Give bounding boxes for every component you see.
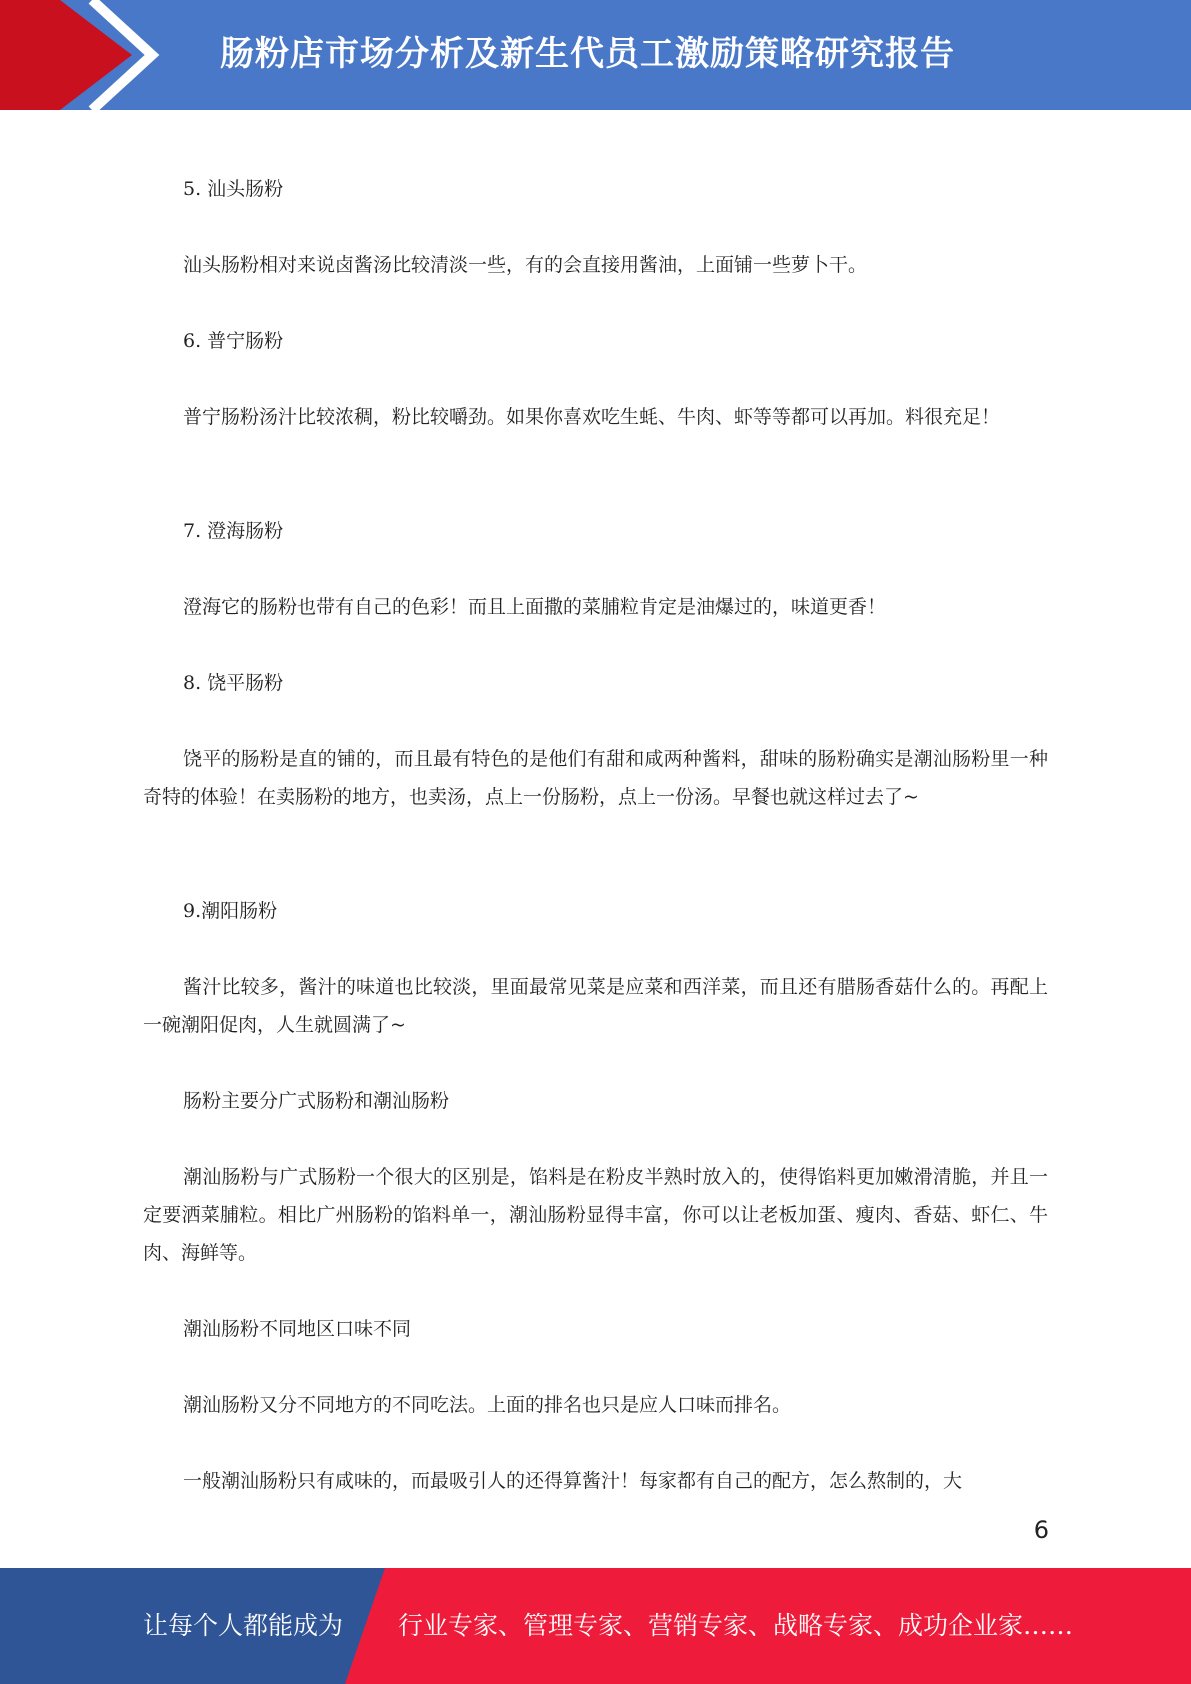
paragraph: 汕头肠粉相对来说卤酱汤比较清淡一些，有的会直接用酱油，上面铺一些萝卜干。 bbox=[183, 254, 868, 276]
section-heading-puning: 6. 普宁肠粉 bbox=[183, 330, 284, 352]
paragraph: 一般潮汕肠粉只有咸味的，而最吸引人的还得算酱汁！每家都有自己的配方，怎么熬制的，大 bbox=[183, 1470, 963, 1492]
section-heading-chenghai: 7. 澄海肠粉 bbox=[183, 520, 284, 542]
paragraph: 普宁肠粉汤汁比较浓稠，粉比较嚼劲。如果你喜欢吃生蚝、牛肉、虾等等都可以再加。料很充足！ bbox=[183, 406, 1001, 428]
paragraph: 酱汁比较多，酱汁的味道也比较淡，里面最常见菜是应菜和西洋菜，而且还有腊肠香菇什么的。再配上一碗潮阳促肉，人生就圆满了~ bbox=[143, 976, 1048, 1036]
document-title: 肠粉店市场分析及新生代员工激励策略研究报告 bbox=[220, 34, 955, 74]
header-chevron-decoration bbox=[0, 0, 160, 110]
paragraph: 潮汕肠粉又分不同地方的不同吃法。上面的排名也只是应人口味而排名。 bbox=[183, 1394, 792, 1416]
paragraph: 澄海它的肠粉也带有自己的色彩！而且上面撒的菜脯粒肯定是油爆过的，味道更香！ bbox=[183, 596, 887, 618]
footer-slogan-right: 行业专家、管理专家、营销专家、战略专家、成功企业家…… bbox=[398, 1611, 1074, 1640]
section-heading-shantou: 5. 汕头肠粉 bbox=[183, 178, 284, 200]
footer-slogan-left: 让每个人都能成为 bbox=[143, 1611, 344, 1640]
page-number: 6 bbox=[1033, 1516, 1049, 1544]
section-heading-raoping: 8. 饶平肠粉 bbox=[183, 672, 284, 694]
page-header bbox=[0, 0, 1191, 110]
page-footer bbox=[0, 1568, 1191, 1684]
section-heading-chaoyang: 9.潮阳肠粉 bbox=[183, 900, 278, 922]
section-heading: 潮汕肠粉不同地区口味不同 bbox=[183, 1318, 412, 1340]
paragraph: 饶平的肠粉是直的铺的，而且最有特色的是他们有甜和咸两种酱料，甜味的肠粉确实是潮汕肠粉里一种奇特的体验！在卖肠粉的地方，也卖汤，点上一份肠粉，点上一份汤。早餐也就这样过去了~ bbox=[143, 748, 1048, 808]
paragraph: 潮汕肠粉与广式肠粉一个很大的区别是，馅料是在粉皮半熟时放入的，使得馅料更加嫩滑清脆，并且一定要洒菜脯粒。相比广州肠粉的馅料单一，潮汕肠粉显得丰富，你可以让老板加蛋、瘦肉、香菇、虾仁、牛肉、海鲜等。 bbox=[143, 1166, 1048, 1264]
section-heading: 肠粉主要分广式肠粉和潮汕肠粉 bbox=[183, 1090, 450, 1112]
